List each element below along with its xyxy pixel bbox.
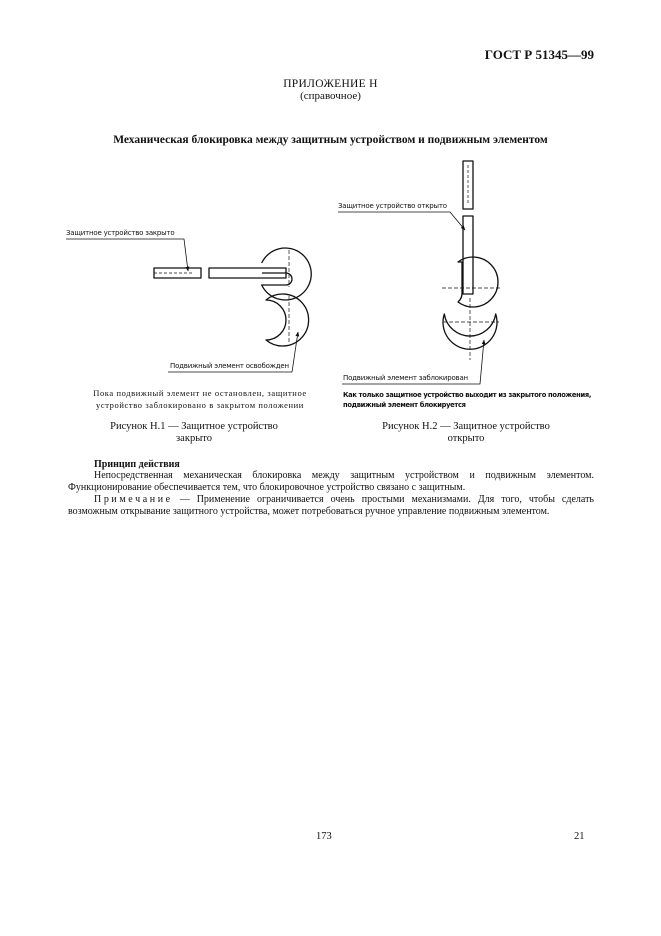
fig2-note-line2: подвижный элемент блокируется xyxy=(343,401,466,409)
appendix-title: ПРИЛОЖЕНИЕ Н xyxy=(283,78,378,90)
page-number-center: 173 xyxy=(316,831,332,842)
fig1-label-element: Подвижный элемент освобожден xyxy=(170,362,289,370)
fig1-caption-line1: Рисунок Н.1 — Защитное устройство xyxy=(110,421,278,432)
fig1-note-line1: Пока подвижный элемент не остановлен, защитное xyxy=(93,388,307,398)
fig2-caption-line1: Рисунок Н.2 — Защитное устройство xyxy=(382,421,550,432)
appendix-subtitle: (справочное) xyxy=(300,90,361,102)
section-title: Механическая блокировка между защитным устройством и подвижным элементом xyxy=(113,134,548,146)
fig2-label-element: Подвижный элемент заблокирован xyxy=(343,374,468,382)
fig2-caption-line2: открыто xyxy=(447,433,485,444)
fig1-note xyxy=(86,387,314,411)
fig1-lower-disc xyxy=(266,294,309,346)
fig1-note-line2: устройство заблокировано в закрытом положении xyxy=(96,400,304,410)
principle-paragraph: Непосредственная механическая блокировка между защитным устройством и подвижным элементом. Функционирование обеспечивается тем, что блокировочное устройство связано с защитным. xyxy=(68,470,594,493)
fig2-label-guard: Защитное устройство открыто xyxy=(338,202,447,210)
figure-1-caption xyxy=(96,421,292,445)
fig2-note-line1: Как только защитное устройство выходит из закрытого положения, xyxy=(343,391,592,399)
fig1-label-guard: Защитное устройство закрыто xyxy=(66,229,175,237)
figure-2-caption xyxy=(368,421,564,445)
principle-heading: Принцип действия xyxy=(94,459,180,470)
principle-note xyxy=(68,494,594,518)
fig1-caption-line2: закрыто xyxy=(176,433,212,444)
figure-1-drawing xyxy=(66,239,311,372)
fig2-upper-disc xyxy=(458,257,498,307)
figures-drawing xyxy=(0,150,661,410)
fig2-rod-lower xyxy=(463,216,473,294)
page-number-right: 21 xyxy=(574,831,585,842)
figure-2-drawing xyxy=(338,161,500,384)
note-label: Примечание xyxy=(94,494,173,505)
standard-code: ГОСТ Р 51345—99 xyxy=(484,47,594,62)
note-text: — Применение ограничивается очень простыми механизмами. Для того, чтобы сделать возможным открывание защитного устройства, может потребоваться ручное управление подвижным элементом. xyxy=(68,494,594,517)
